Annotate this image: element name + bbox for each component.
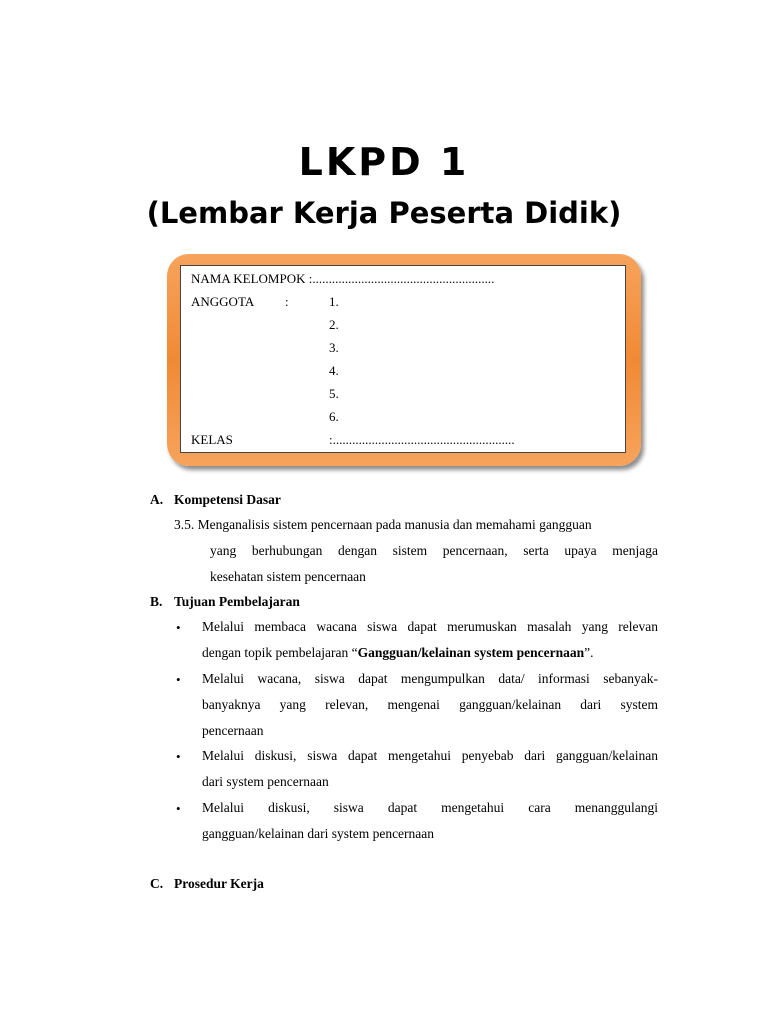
bullet-icon: •: [176, 672, 181, 687]
section-title: Tujuan Pembelajaran: [174, 594, 300, 609]
objective-line: Melalui diskusi, siswa dapat mengetahui cara menanggulangi: [202, 800, 658, 815]
anggota-label: ANGGOTA: [191, 294, 255, 309]
objective-line: Melalui wacana, siswa dapat mengumpulkan data/ informasi sebanyak-: [202, 671, 658, 686]
objective-2: [202, 666, 658, 744]
section-letter: B.: [150, 594, 163, 609]
document-subtitle: (Lembar Kerja Peserta Didik): [146, 196, 622, 230]
kd-line-1: [174, 512, 654, 538]
objective-topic: Gangguan/kelainan system pencernaan: [357, 645, 585, 660]
objective-line: pencernaan: [202, 723, 264, 738]
section-letter: C.: [150, 876, 164, 891]
member-6: 6.: [329, 409, 339, 424]
bullet-icon: •: [176, 620, 181, 635]
objective-line: dari system pencernaan: [202, 774, 329, 789]
kelas-value: :........................................................: [329, 432, 515, 447]
objective-4: [202, 795, 658, 847]
anggota-colon: :: [285, 294, 289, 309]
identity-box: [180, 265, 626, 453]
objective-line: Melalui diskusi, siswa dapat mengetahui penyebab dari gangguan/kelainan: [202, 748, 658, 763]
nama-kelompok-label: NAMA KELOMPOK :........................................................: [191, 271, 495, 286]
objective-text: dengan topik pembelajaran “: [202, 645, 358, 660]
document-title: LKPD 1: [298, 140, 470, 184]
member-3: 3.: [329, 340, 339, 355]
section-letter: A.: [150, 492, 164, 507]
kd-line-2: yang berhubungan dengan sistem pencernaan, serta upaya menjaga: [210, 543, 658, 558]
kd-number: 3.5.: [174, 517, 195, 532]
objective-line: banyaknya yang relevan, mengenai gangguan/kelainan dari system: [202, 697, 658, 712]
objective-line: [202, 640, 658, 666]
kd-line-3: kesehatan sistem pencernaan: [210, 569, 366, 584]
objective-1: [202, 614, 658, 666]
member-5: 5.: [329, 386, 339, 401]
section-title: Kompetensi Dasar: [174, 492, 281, 507]
objective-text: ”.: [584, 645, 594, 660]
bullet-icon: •: [176, 749, 181, 764]
bullet-icon: •: [176, 801, 181, 816]
kd-text: Menganalisis sistem pencernaan pada manusia dan memahami gangguan: [197, 517, 592, 532]
objective-3: [202, 743, 658, 795]
member-4: 4.: [329, 363, 339, 378]
objective-line: Melalui membaca wacana siswa dapat merumuskan masalah yang relevan: [202, 619, 658, 634]
member-2: 2.: [329, 317, 339, 332]
section-title: Prosedur Kerja: [174, 876, 264, 891]
kelas-label: KELAS: [191, 432, 233, 447]
member-1: 1.: [329, 294, 339, 309]
objective-line: gangguan/kelainan dari system pencernaan: [202, 826, 435, 841]
